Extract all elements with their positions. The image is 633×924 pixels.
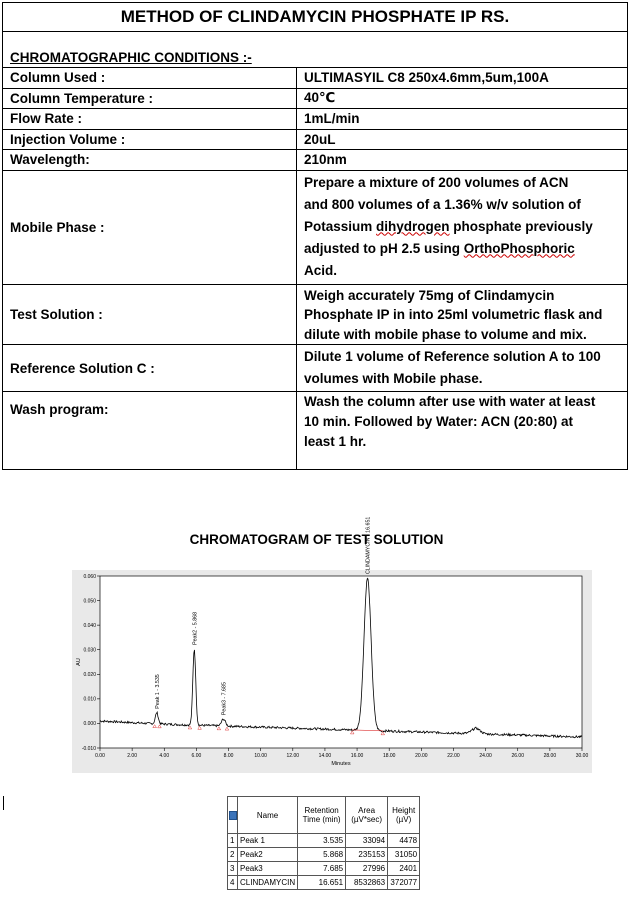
table-corner[interactable] <box>228 797 238 834</box>
header-area: Area (µV*sec) <box>346 797 388 834</box>
row-retention-time: 7.685 <box>298 862 346 876</box>
x-axis-label: Minutes <box>331 761 351 767</box>
reference-solution-label: Reference Solution C : <box>3 345 297 392</box>
column-label: Column Used : <box>3 68 297 89</box>
x-tick-label: 0.00 <box>95 753 105 759</box>
y-tick-label: 0.020 <box>83 672 96 679</box>
test-solution-value <box>297 284 628 345</box>
reference-solution-line: Dilute 1 volume of Reference solution A to 100 <box>304 349 601 364</box>
text-run: adjusted to pH 2.5 using <box>304 240 464 256</box>
row-height: 4478 <box>388 834 420 848</box>
y-tick-label: 0.060 <box>83 573 96 580</box>
mobile-phase-label: Mobile Phase : <box>3 170 297 284</box>
chart-title: CHROMATOGRAM OF TEST SOLUTION <box>189 532 444 547</box>
x-tick-label: 18.00 <box>382 753 396 759</box>
row-retention-time: 16.651 <box>298 876 346 890</box>
x-tick-label: 6.00 <box>191 753 202 759</box>
table-row <box>228 876 420 890</box>
x-tick-label: 10.00 <box>254 753 267 759</box>
injection-volume-label: Injection Volume : <box>3 129 297 150</box>
x-tick-label: 14.00 <box>318 753 332 759</box>
plot-area <box>100 576 582 748</box>
wash-program-label: Wash program: <box>3 392 297 470</box>
x-tick-label: 4.00 <box>159 753 170 759</box>
method-title: METHOD OF CLINDAMYCIN PHOSPHATE IP RS. <box>3 3 628 32</box>
row-name: Peak 1 <box>238 834 298 848</box>
wash-program-line: least 1 hr. <box>304 434 367 449</box>
row-name: CLINDAMYCIN <box>238 876 298 890</box>
row-area: 27996 <box>346 862 388 876</box>
column-value: ULTIMASYIL C8 250x4.6mm,5um,100A <box>297 68 628 89</box>
y-tick-label: -0.010 <box>81 745 96 752</box>
table-row <box>228 862 420 876</box>
test-solution-label: Test Solution : <box>3 284 297 345</box>
y-axis-label: AU <box>76 658 82 666</box>
x-tick-label: 12.00 <box>286 753 300 759</box>
row-retention-time: 3.535 <box>298 834 346 848</box>
row-index: 3 <box>228 862 238 876</box>
peak-label: Peak 1 - 3.535 <box>154 674 161 709</box>
reference-solution-line: volumes with Mobile phase. <box>304 371 483 386</box>
table-row <box>228 848 420 862</box>
x-tick-label: 22.00 <box>447 753 460 759</box>
y-tick-label: 0.040 <box>83 622 96 629</box>
peak-label: Peak3 - 7.685 <box>221 682 228 716</box>
row-retention-time: 5.868 <box>298 848 346 862</box>
header-retention-time: Retention Time (min) <box>298 797 346 834</box>
mobile-phase-line <box>304 238 620 260</box>
row-name: Peak3 <box>238 862 298 876</box>
section-heading: CHROMATOGRAPHIC CONDITIONS :- <box>3 32 628 68</box>
flow-rate-value: 1mL/min <box>297 109 628 130</box>
wash-program-line: Wash the column after use with water at least <box>304 394 596 409</box>
x-tick-label: 16.00 <box>350 753 364 759</box>
mobile-phase-line <box>304 216 620 238</box>
row-index: 2 <box>228 848 238 862</box>
x-tick-label: 8.00 <box>223 753 234 759</box>
x-tick-label: 28.00 <box>543 753 557 759</box>
peak-label: Peak2 - 5.868 <box>192 611 199 645</box>
wash-program-value <box>297 392 628 470</box>
test-solution-line: Phosphate IP in into 25ml volumetric flask and <box>304 307 603 322</box>
test-solution-line: dilute with mobile phase to volume and mix. <box>304 326 587 342</box>
temperature-value: 40℃ <box>297 88 628 109</box>
table-menu-icon <box>229 811 237 820</box>
test-solution-line: Weigh accurately 75mg of Clindamycin <box>304 287 555 303</box>
row-index: 4 <box>228 876 238 890</box>
table-row <box>228 834 420 848</box>
text-run: Potassium <box>304 218 377 234</box>
x-tick-label: 2.00 <box>127 753 138 759</box>
row-height: 372077 <box>388 876 420 890</box>
mobile-phase-value <box>297 170 628 284</box>
header-name: Name <box>238 797 298 834</box>
row-height: 31050 <box>388 848 420 862</box>
row-name: Peak2 <box>238 848 298 862</box>
wavelength-value: 210nm <box>297 150 628 171</box>
spellcheck-word: dihydrogen <box>376 218 450 234</box>
wash-program-line: 10 min. Followed by Water: ACN (20:80) at <box>304 414 574 429</box>
text-cursor <box>3 796 4 810</box>
peak-label: CLINDAMYCIN - 16.651 <box>365 516 372 575</box>
method-table <box>2 2 628 470</box>
wavelength-label: Wavelength: <box>3 150 297 171</box>
mobile-phase-line: and 800 volumes of a 1.36% w/v solution of <box>304 196 581 212</box>
spellcheck-word: OrthoPhosphoric <box>463 240 575 256</box>
flow-rate-label: Flow Rate : <box>3 109 297 130</box>
row-area: 235153 <box>346 848 388 862</box>
x-tick-label: 20.00 <box>415 753 428 759</box>
y-tick-label: 0.030 <box>83 647 96 654</box>
row-index: 1 <box>228 834 238 848</box>
y-tick-label: 0.010 <box>83 696 96 703</box>
row-area: 8532863 <box>346 876 388 890</box>
row-height: 2401 <box>388 862 420 876</box>
x-tick-label: 24.00 <box>479 753 492 759</box>
y-tick-label: 0.000 <box>83 721 96 728</box>
x-tick-label: 30.00 <box>575 753 589 759</box>
mobile-phase-line: Acid. <box>304 262 338 278</box>
row-area: 33094 <box>346 834 388 848</box>
text-run: phosphate previously <box>449 218 593 234</box>
x-tick-label: 26.00 <box>511 753 524 759</box>
injection-volume-value: 20uL <box>297 129 628 150</box>
temperature-label: Column Temperature : <box>3 88 297 109</box>
peak-results-table <box>227 796 420 890</box>
reference-solution-value <box>297 345 628 392</box>
mobile-phase-line: Prepare a mixture of 200 volumes of ACN <box>304 174 569 190</box>
header-height: Height (µV) <box>388 797 420 834</box>
y-tick-label: 0.050 <box>83 598 96 605</box>
